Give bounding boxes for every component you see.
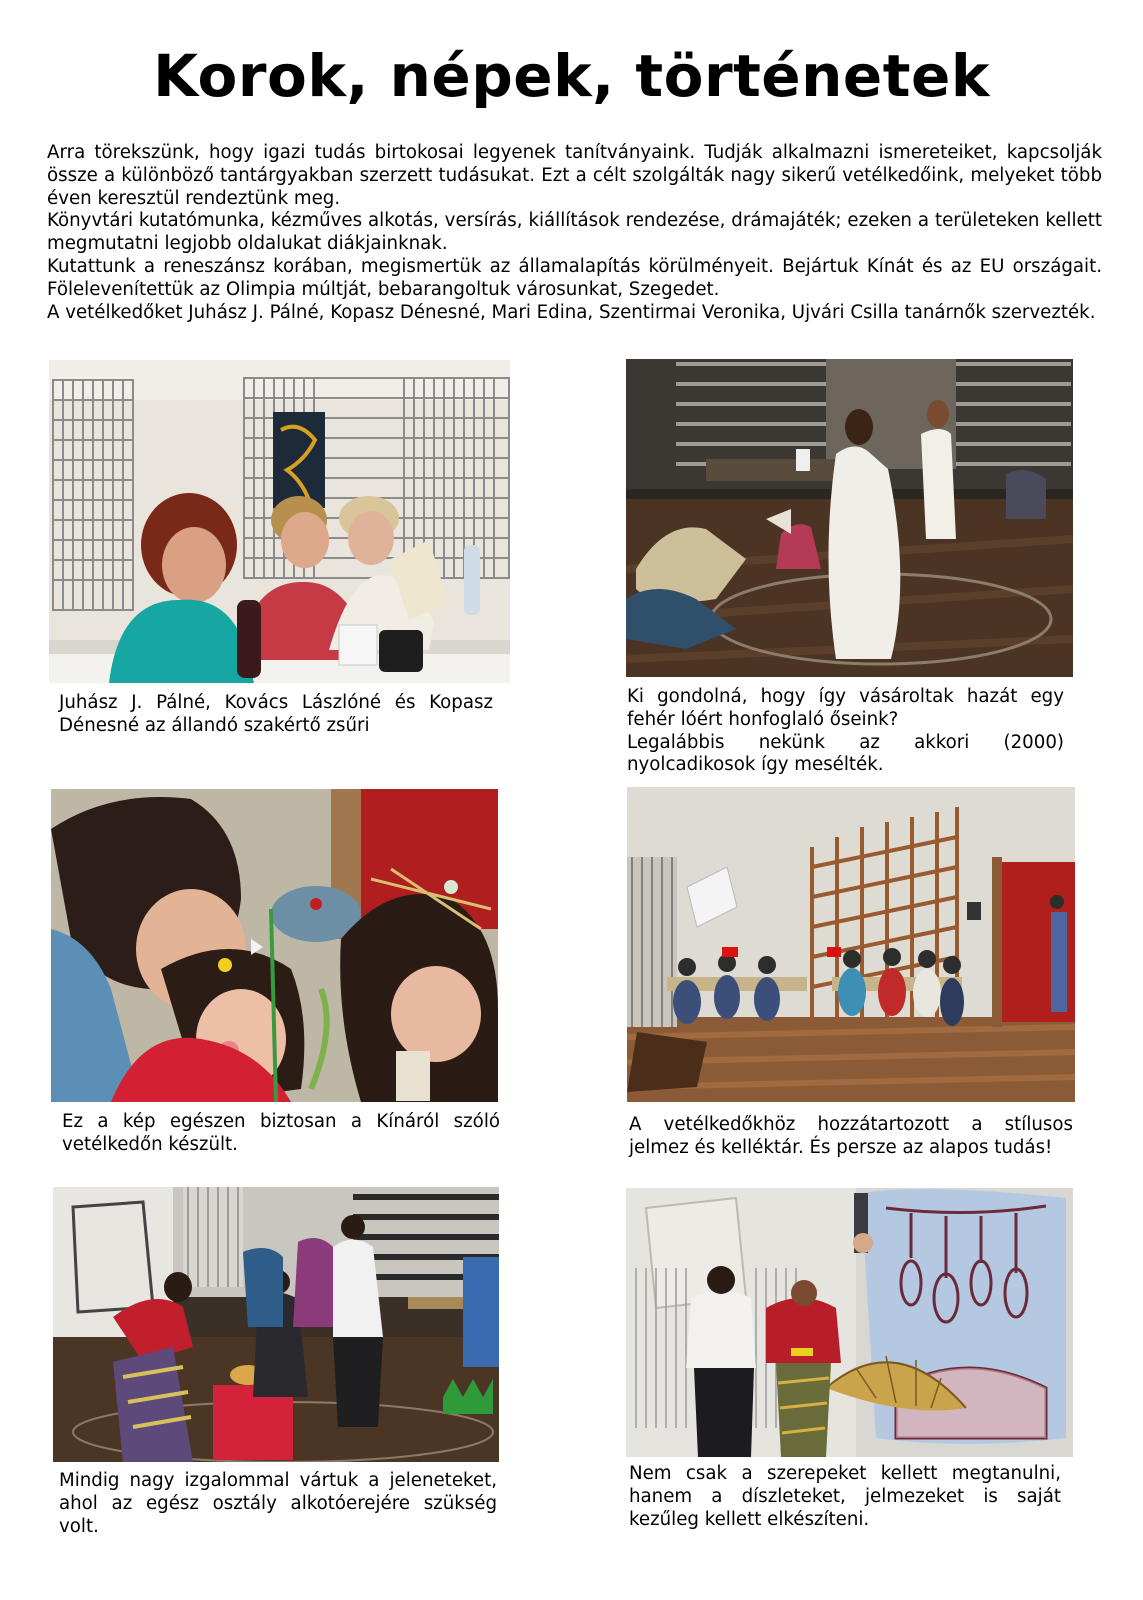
page-title: Korok, népek, történetek xyxy=(153,42,990,110)
photo-china-quiz-image xyxy=(51,789,498,1102)
caption-text: Juhász J. Pálné, Kovács Lászlóné és Kopasz Dénesné az állandó szakértő zsűri xyxy=(59,692,493,736)
intro-text xyxy=(47,142,1102,324)
caption-text: Nem csak a szerepeket kellett megtanulni, hanem a díszleteket, jelmezeket is saját kezűleg kellett elkészíteni. xyxy=(629,1463,1061,1530)
photo-class-scene xyxy=(53,1187,499,1462)
intro-paragraph: Arra törekszünk, hogy igazi tudás birtokosai legyenek tanítványaink. Tudják alkalmazni ismereteiket, kapcsolják össze a különböző tantárgyakban szerzett tudásukat. Ezt a célt szolgálták nagy sikerű vetélkedőink, melyeket több éven keresztül rendeztünk meg. xyxy=(47,142,1102,209)
intro-paragraph: Könyvtári kutatómunka, kézműves alkotás, versírás, kiállítások rendezése, drámajáték; ezeken a területeken kellett megmutatni legjobb oldalukat diákjainknak. xyxy=(47,210,1102,255)
photo-teams-gym-caption xyxy=(629,1114,1073,1160)
photo-scenery-image xyxy=(626,1188,1073,1457)
photo-scenery-caption xyxy=(629,1463,1061,1531)
intro-paragraph: A vetélkedőket Juhász J. Pálné, Kopasz Dénesné, Mari Edina, Szentirmai Veronika, Ujvári Csilla tanárnők szervezték. xyxy=(47,301,1096,323)
photo-scenery xyxy=(626,1188,1073,1457)
photo-china-quiz-caption xyxy=(62,1111,500,1157)
caption-text: Ez a kép egészen biztosan a Kínáról szóló vetélkedőn készült. xyxy=(62,1111,500,1155)
caption-text: Ki gondolná, hogy így vásároltak hazát egy fehér lóért honfoglaló őseink? xyxy=(627,686,1064,730)
photo-class-scene-image xyxy=(53,1187,499,1462)
photo-jury-caption xyxy=(59,692,493,738)
caption-text: Mindig nagy izgalommal vártuk a jeleneteket, ahol az egész osztály alkotóerejére szükség volt. xyxy=(59,1470,497,1537)
intro-paragraph: Kutattunk a reneszánsz korában, megismertük az államalapítás körülményeit. Bejártuk Kínát és az EU országait. Fölelevenítettük az Olimpia múltját, bebarangoltuk városunkat, Szegedet. xyxy=(47,255,1102,300)
photo-teams-gym-image xyxy=(627,787,1075,1102)
photo-white-horse-caption xyxy=(627,686,1064,777)
photo-jury xyxy=(49,360,510,683)
photo-china-quiz xyxy=(51,789,498,1102)
caption-text: Legalábbis nekünk az akkori (2000) nyolcadikosok így mesélték. xyxy=(627,731,1064,776)
photo-teams-gym xyxy=(627,787,1075,1102)
photo-white-horse xyxy=(626,359,1073,677)
caption-text: A vetélkedőkhöz hozzátartozott a stílusos jelmez és kelléktár. És persze az alapos tudás! xyxy=(629,1114,1073,1158)
photo-jury-image xyxy=(49,360,510,683)
photo-white-horse-image xyxy=(626,359,1073,677)
photo-class-scene-caption xyxy=(59,1470,497,1538)
